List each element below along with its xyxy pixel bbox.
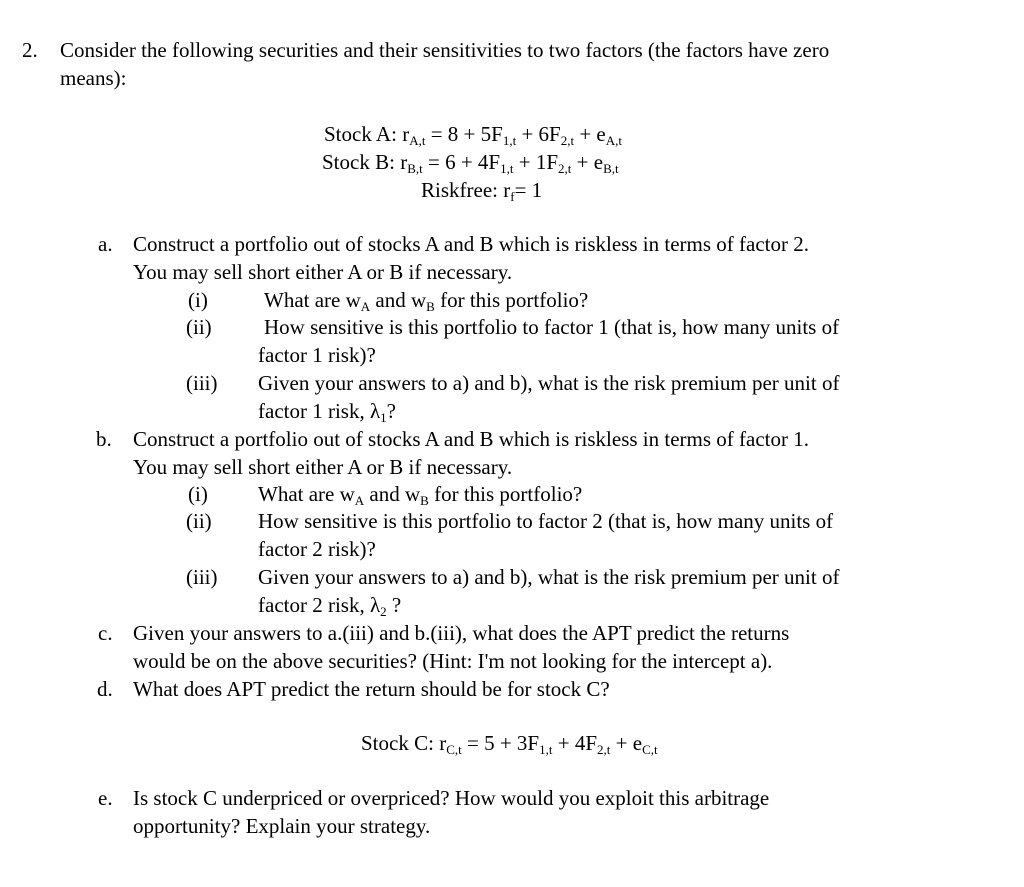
part-b-i-label: (i) xyxy=(188,482,208,506)
part-b-line1: Construct a portfolio out of stocks A and B which is riskless in terms of factor 1. xyxy=(133,427,809,451)
part-a-iii-label: (iii) xyxy=(186,371,218,395)
part-b-iii-line2: factor 2 risk, $\lambda_2$ ? xyxy=(258,593,402,619)
part-b-ii-label: (ii) xyxy=(186,509,212,533)
part-a-line1: Construct a portfolio out of stocks A and B which is riskless in terms of factor 2. xyxy=(133,232,809,256)
part-b-ii-line2: factor 2 risk)? xyxy=(258,537,376,561)
part-b-iii-label: (iii) xyxy=(186,565,218,589)
equation-stock-a: Stock A: $r_{A,t} = 8 + 5F_{1,t} + 6F_{2,t} + e_{A,t}$ xyxy=(324,122,623,148)
part-e-line1: Is stock C underpriced or overpriced? How would you exploit this arbitrage xyxy=(133,786,770,810)
equation-riskfree: Riskfree: $r_f= 1$ xyxy=(421,178,543,204)
part-a-ii-line1: How sensitive is this portfolio to factor 1 (that is, how many units of xyxy=(264,315,840,339)
part-b-ii-line1: How sensitive is this portfolio to factor 2 (that is, how many units of xyxy=(258,509,834,533)
part-a-iii-line1: Given your answers to a) and b), what is the risk premium per unit of xyxy=(258,371,840,395)
part-a-i-label: (i) xyxy=(188,288,208,312)
part-a-ii-label: (ii) xyxy=(186,315,212,339)
part-a-line2: You may sell short either A or B if necessary. xyxy=(133,260,513,284)
part-d-line1: What does APT predict the return should be for stock C? xyxy=(133,677,610,701)
part-b-line2: You may sell short either A or B if necessary. xyxy=(133,455,513,479)
question-intro-line1: Consider the following securities and their sensitivities to two factors (the factors have zero xyxy=(60,38,830,62)
part-a-letter: a. xyxy=(98,232,113,256)
part-b-iii-line1: Given your answers to a) and b), what is the risk premium per unit of xyxy=(258,565,840,589)
equation-stock-c: Stock C: $r_{C,t} = 5 + 3F_{1,t} + 4F_{2,t} + e_{C,t}$ xyxy=(361,731,658,757)
equation-stock-b: Stock B: $r_{B,t} = 6 + 4F_{1,t} + 1F_{2,t} + e_{B,t}$ xyxy=(322,150,619,176)
part-e-letter: e. xyxy=(98,786,113,810)
question-intro-line2: means): xyxy=(60,66,127,90)
part-c-letter: c. xyxy=(98,621,113,645)
part-a-ii-line2: factor 1 risk)? xyxy=(258,343,376,367)
part-b-letter: b. xyxy=(96,427,112,451)
question-number: 2. xyxy=(22,38,38,62)
part-d-letter: d. xyxy=(97,677,113,701)
part-b-i-text: What are $w_A$ and $w_B$ for this portfolio? xyxy=(258,482,583,508)
part-a-iii-line2: factor 1 risk, $\lambda_1$? xyxy=(258,399,396,425)
part-e-line2: opportunity? Explain your strategy. xyxy=(133,814,431,838)
part-a-i-text: What are $w_A$ and $w_B$ for this portfolio? xyxy=(264,288,589,314)
part-c-line2: would be on the above securities? (Hint: I'm not looking for the intercept a). xyxy=(133,649,773,673)
part-c-line1: Given your answers to a.(iii) and b.(iii), what does the APT predict the returns xyxy=(133,621,790,645)
